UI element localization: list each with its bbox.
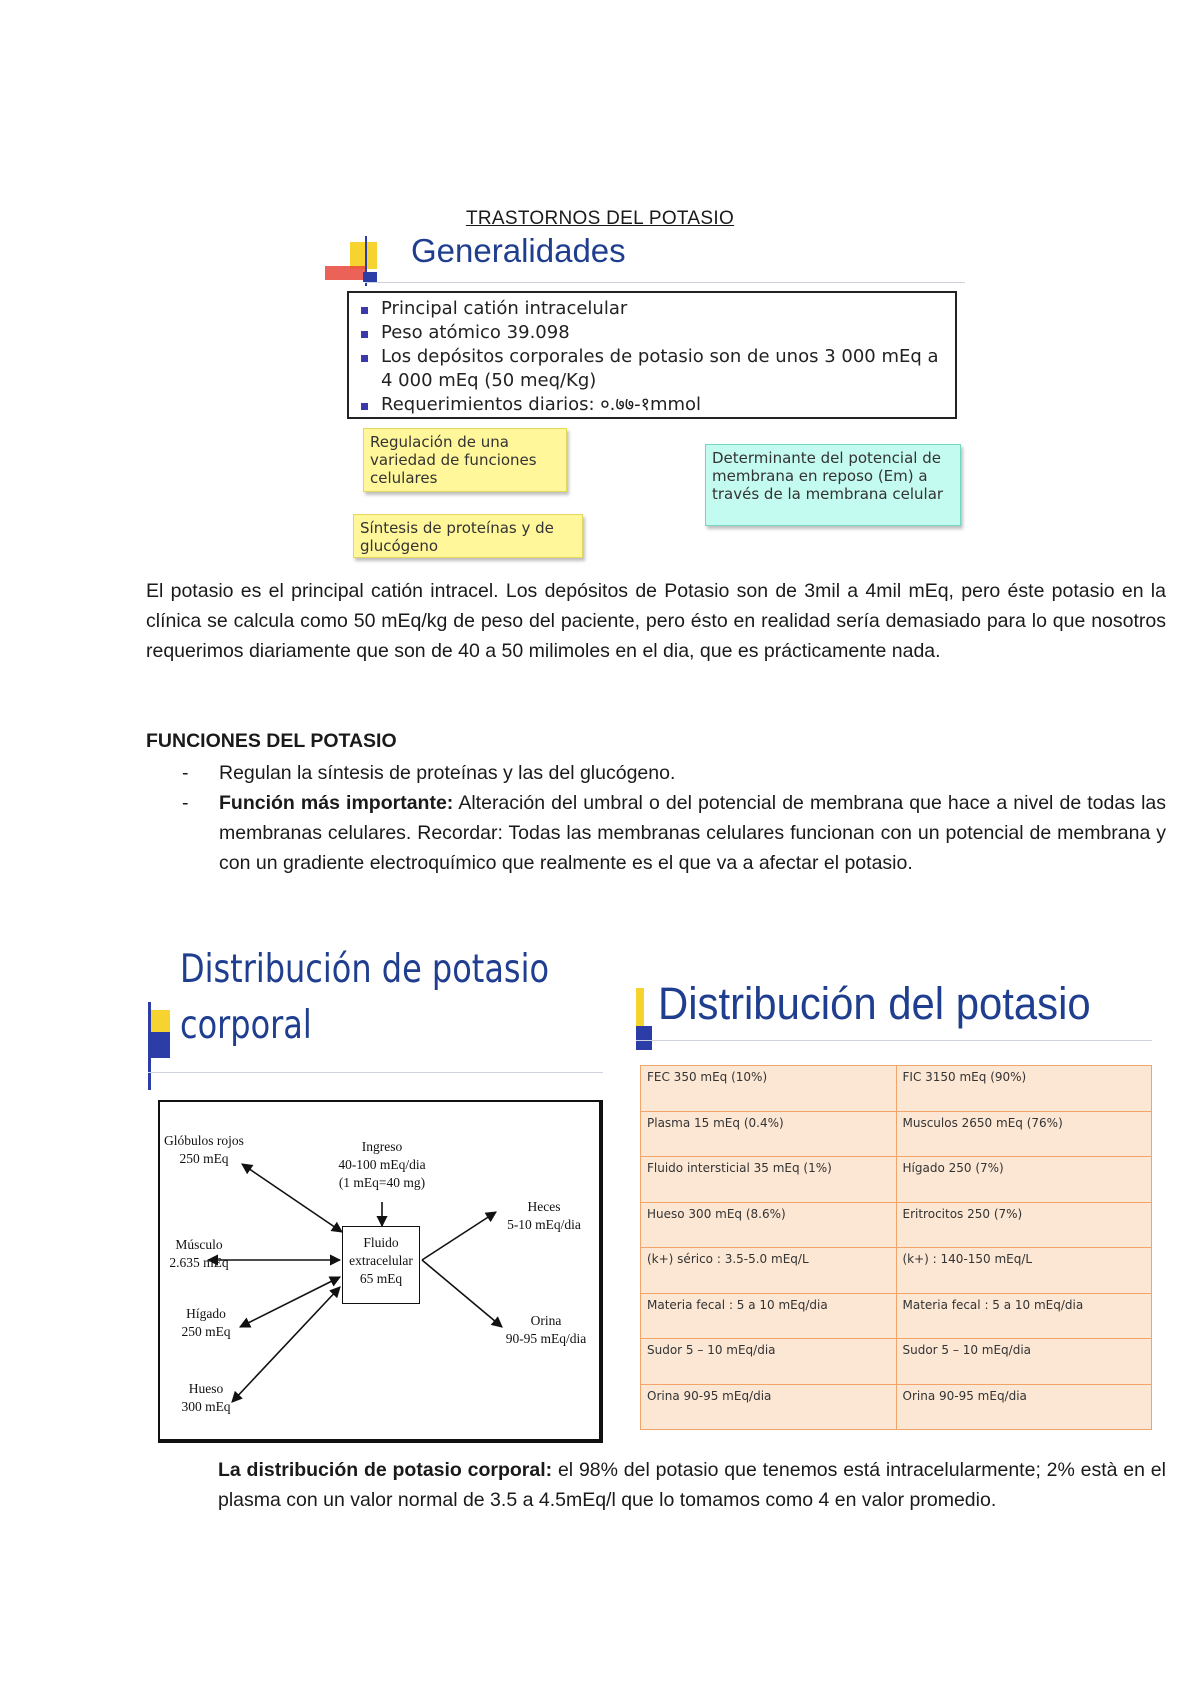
label-orina: Orina 90-95 mEq/dia xyxy=(505,1313,587,1346)
label-ingreso: Ingreso 40-100 mEq/dia (1 mEq=40 mg) xyxy=(338,1139,426,1190)
slide-decoration xyxy=(325,266,365,280)
list-item-text: Regulan la síntesis de proteínas y las del glucógeno. xyxy=(219,762,676,784)
arrow-globulos xyxy=(242,1164,342,1232)
closing-text: el 98% del potasio que tenemos está intracelularmente; 2% està en el plasma con un valor normal de 3.5 a 4.5mEq/l que lo tomamos como 4 en valor promedio. xyxy=(218,1459,1166,1511)
table-cell: Sudor 5 – 10 mEq/dia xyxy=(641,1339,897,1385)
arrow-orina xyxy=(422,1260,502,1327)
closing-paragraph xyxy=(218,1455,1166,1515)
table-cell: Materia fecal : 5 a 10 mEq/dia xyxy=(641,1293,897,1339)
slide-divider xyxy=(636,1040,1152,1041)
slide-title xyxy=(180,942,630,1054)
slide-title: Distribución del potasio xyxy=(658,978,1091,1029)
generalidades-list-box xyxy=(347,291,957,419)
list-item-bold: Función más importante: xyxy=(219,792,454,814)
table-cell: Plasma 15 mEq (0.4%) xyxy=(641,1111,897,1157)
dash-marker: - xyxy=(182,762,189,784)
document-title: TRASTORNOS DEL POTASIO xyxy=(465,208,735,229)
arrow-heces xyxy=(422,1212,496,1260)
table-row xyxy=(641,1202,1152,1248)
note-regulacion: Regulación de una variedad de funciones celulares xyxy=(363,428,567,492)
table-row xyxy=(641,1293,1152,1339)
table-row xyxy=(641,1339,1152,1385)
slide-decoration xyxy=(636,988,644,1028)
label-hueso: Hueso 300 mEq xyxy=(181,1381,231,1414)
slide-decoration xyxy=(636,1026,652,1050)
table-cell: Sudor 5 – 10 mEq/dia xyxy=(896,1339,1152,1385)
closing-bold: La distribución de potasio corporal: xyxy=(218,1459,553,1481)
slide-title-line: Distribución de potasio xyxy=(180,947,550,992)
table-cell: Materia fecal : 5 a 10 mEq/dia xyxy=(896,1293,1152,1339)
slide-heading: Generalidades xyxy=(411,232,626,269)
label-higado: Hígado 250 mEq xyxy=(181,1306,231,1339)
table-row xyxy=(641,1248,1152,1294)
slide-divider xyxy=(148,1072,603,1073)
table-cell: Orina 90-95 mEq/dia xyxy=(896,1384,1152,1430)
table-cell: (k+) sérico : 3.5-5.0 mEq/L xyxy=(641,1248,897,1294)
section-heading-funciones: FUNCIONES DEL POTASIO xyxy=(146,730,397,752)
intro-paragraph: El potasio es el principal catión intracel. Los depósitos de Potasio son de 3mil a 4mil mEq, pero éste potasio en la clínica se calcula como 50 mEq/kg de peso del paciente, pero ésto en realidad sería demasiado para lo que nosotros requerimos diariamente que son de 40 a 50 milimoles en el dia, que es prácticamente nada. xyxy=(146,580,1166,662)
slide-decoration xyxy=(365,236,367,286)
note-determinante: Determinante del potencial de membrana en reposo (Em) a través de la membrana celular xyxy=(705,444,961,526)
table-cell: (k+) : 140-150 mEq/L xyxy=(896,1248,1152,1294)
table-cell: Hígado 250 (7%) xyxy=(896,1157,1152,1203)
list-item: Requerimientos diarios: ०.७७-१mmol xyxy=(359,393,955,417)
slide-decoration xyxy=(150,1010,170,1032)
label-globulos-rojos: Glóbulos rojos 250 mEq xyxy=(164,1133,244,1166)
distribution-diagram xyxy=(158,1100,603,1443)
dash-marker: - xyxy=(182,792,189,814)
label-musculo: Músculo 2.635 mEq xyxy=(169,1237,229,1270)
table-cell: Fluido intersticial 35 mEq (1%) xyxy=(641,1157,897,1203)
list-item: Los depósitos corporales de potasio son de unos 3 000 mEq a 4 000 mEq (50 meq/Kg) xyxy=(359,345,955,393)
slide-decoration xyxy=(148,1002,151,1090)
table-cell: Orina 90-95 mEq/dia xyxy=(641,1384,897,1430)
potassium-distribution-table xyxy=(640,1065,1152,1430)
list-item: Principal catión intracelular xyxy=(359,297,955,321)
slide-title-line: corporal xyxy=(180,1003,312,1048)
slide-distribucion-corporal xyxy=(148,942,608,1447)
table-cell: Eritrocitos 250 (7%) xyxy=(896,1202,1152,1248)
label-fluido: Fluido extracelular 65 mEq xyxy=(349,1235,413,1286)
table-cell: Hueso 300 mEq (8.6%) xyxy=(641,1202,897,1248)
list-item xyxy=(146,758,1166,788)
table-row xyxy=(641,1384,1152,1430)
slide-distribucion-potasio xyxy=(636,968,1156,1446)
table-cell: FIC 3150 mEq (90%) xyxy=(896,1066,1152,1112)
slide-decoration xyxy=(150,1032,170,1058)
list-item xyxy=(146,788,1166,878)
table-cell: Musculos 2650 mEq (76%) xyxy=(896,1111,1152,1157)
note-sintesis: Síntesis de proteínas y de glucógeno xyxy=(353,514,583,558)
label-heces: Heces 5-10 mEq/dia xyxy=(507,1199,581,1232)
table-cell: FEC 350 mEq (10%) xyxy=(641,1066,897,1112)
slide-generalidades xyxy=(325,232,965,566)
table-row xyxy=(641,1066,1152,1112)
list-item: Peso atómico 39.098 xyxy=(359,321,955,345)
table-row xyxy=(641,1157,1152,1203)
list-item-text: Alteración del umbral o del potencial de membrana que hace a nivel de todas las membranas celulares. Recordar: Todas las membranas celulares funcionan con un potencial de membrana y con un gradiente electroquímico que realmente es el que va a afectar el potasio. xyxy=(219,792,1166,874)
funciones-list xyxy=(146,758,1166,878)
slide-divider xyxy=(365,282,965,283)
table-row xyxy=(641,1111,1152,1157)
slide-decoration xyxy=(350,242,377,269)
